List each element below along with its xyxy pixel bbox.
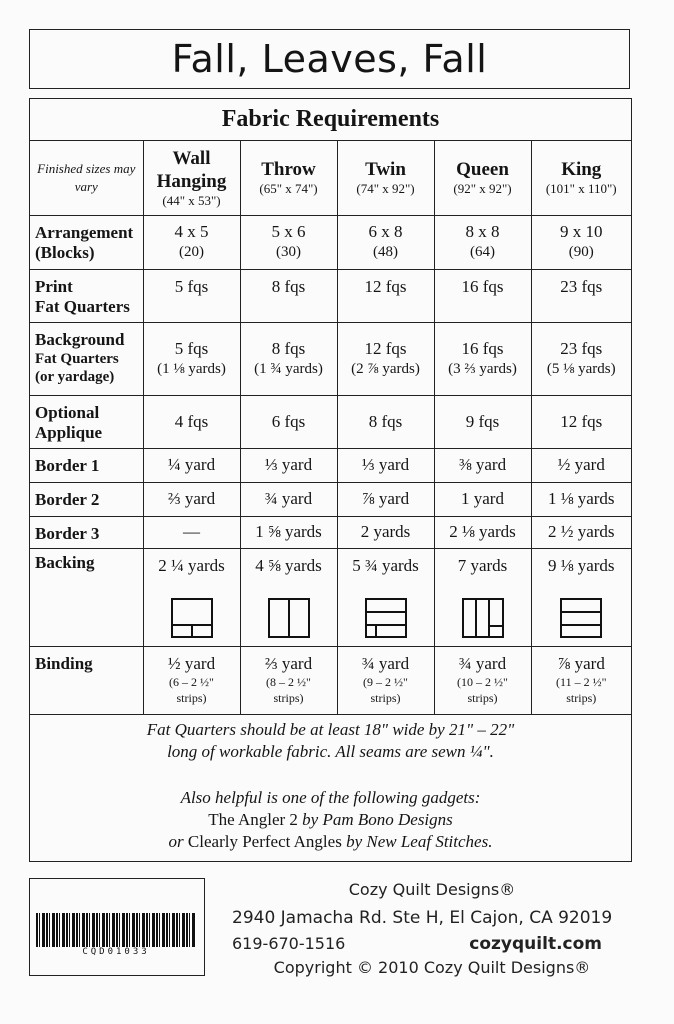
col-dim: (92" x 92") — [453, 181, 512, 197]
col-name: Twin — [365, 159, 406, 181]
row-background — [30, 322, 631, 395]
gadget-1 — [30, 809, 631, 831]
table-heading: Fabric Requirements — [30, 99, 631, 141]
company-name: Cozy Quilt Designs® — [348, 880, 516, 899]
website-link[interactable]: cozyquilt.com — [469, 934, 602, 954]
cell: 12 fqs — [337, 269, 434, 322]
backing-layout-icon — [171, 598, 213, 638]
row-label: Border 2 — [30, 482, 143, 516]
cell-value: ⅞ yard — [557, 654, 605, 673]
cell: 23 fqs — [531, 269, 631, 322]
strip-count: (8 – 2 ½" — [266, 675, 311, 689]
label-line: Print — [35, 276, 73, 296]
header-row — [30, 141, 631, 215]
cell: 2 yards — [337, 516, 434, 548]
col-queen — [434, 141, 531, 215]
col-wall-hanging — [143, 141, 240, 215]
col-dim: (101" x 110") — [545, 181, 617, 197]
cell-sub: (30) — [276, 244, 301, 260]
col-king — [531, 141, 631, 215]
cell — [240, 215, 337, 269]
cell: 1 ⅝ yards — [240, 516, 337, 548]
cell-value: 4 x 5 — [174, 222, 209, 241]
cell-value: 6 x 8 — [368, 222, 403, 241]
row-arrangement — [30, 215, 631, 269]
strip-count: (9 – 2 ½" — [363, 675, 408, 689]
col-name: King — [561, 159, 602, 181]
cell-value: 7 yards — [457, 555, 508, 575]
strip-count: (11 – 2 ½" — [556, 675, 607, 689]
cell-value: 5 ¾ yards — [352, 555, 419, 575]
cell — [143, 548, 240, 646]
label-line: (or yardage) — [35, 368, 115, 385]
backing-layout-icon — [365, 598, 407, 638]
row-border3 — [30, 516, 631, 548]
cell-value: 12 fqs — [364, 338, 407, 358]
cell — [143, 646, 240, 714]
row-print — [30, 269, 631, 322]
cell-sub: (5 ⅛ yards) — [546, 360, 616, 377]
cell-value: ⅔ yard — [264, 654, 313, 673]
cell — [143, 215, 240, 269]
cell: ⅓ yard — [240, 448, 337, 482]
cell: ½ yard — [531, 448, 631, 482]
cell-value: ¾ yard — [458, 654, 507, 673]
phone: 619-670-1516 — [232, 934, 346, 953]
cell: 5 fqs — [143, 269, 240, 322]
col-twin — [337, 141, 434, 215]
cell-sub: (90) — [568, 244, 594, 260]
gadget-2 — [30, 831, 631, 853]
cell-value: 8 fqs — [271, 338, 306, 358]
strip-count: (6 – 2 ½" — [169, 675, 214, 689]
cell — [531, 548, 631, 646]
col-dim: (74" x 92") — [356, 181, 415, 197]
gadget-maker: by New Leaf Stitches. — [341, 832, 493, 851]
cell: 2 ⅛ yards — [434, 516, 531, 548]
cell: — — [143, 516, 240, 548]
cell-value: 4 ⅝ yards — [255, 555, 322, 575]
cell: 8 fqs — [337, 395, 434, 448]
size-note: Finished sizes may vary — [30, 141, 143, 215]
label-line: Fat Quarters — [35, 350, 119, 367]
col-name: Queen — [456, 159, 509, 181]
cell-sub: (48) — [373, 244, 398, 260]
cell — [240, 322, 337, 395]
cell — [337, 646, 434, 714]
gadgets-intro: Also helpful is one of the following gadgets: — [180, 788, 481, 807]
col-throw — [240, 141, 337, 215]
col-dim: (44" x 53") — [162, 192, 221, 208]
cell: 9 fqs — [434, 395, 531, 448]
strip-word: strips) — [370, 691, 401, 705]
address: 2940 Jamacha Rd. Ste H, El Cajon, CA 92019 — [232, 908, 613, 928]
row-label — [30, 322, 143, 395]
cell-value: 23 fqs — [560, 338, 603, 358]
row-border2 — [30, 482, 631, 516]
cell — [337, 548, 434, 646]
col-name: Wall Hanging — [156, 147, 227, 192]
gadget-name: The Angler 2 — [208, 810, 298, 829]
cell: ⅔ yard — [143, 482, 240, 516]
fabric-requirements-panel — [29, 98, 632, 862]
gadget-name: Clearly Perfect Angles — [187, 832, 342, 851]
row-backing — [30, 548, 631, 646]
cell: ⅜ yard — [434, 448, 531, 482]
strip-word: strips) — [566, 691, 597, 705]
label-line: Background — [35, 329, 125, 349]
cell: 1 yard — [434, 482, 531, 516]
row-label: Border 1 — [30, 448, 143, 482]
cell-value: ¾ yard — [361, 654, 410, 673]
label-line: Arrangement — [35, 222, 134, 242]
copyright: Copyright © 2010 Cozy Quilt Designs® — [273, 958, 591, 977]
cell: 4 fqs — [143, 395, 240, 448]
requirements-table — [30, 141, 631, 715]
strip-count: (10 – 2 ½" — [457, 675, 508, 689]
cell — [434, 646, 531, 714]
cell: 6 fqs — [240, 395, 337, 448]
barcode-bars — [36, 913, 196, 947]
cell — [143, 322, 240, 395]
cell — [337, 322, 434, 395]
col-name: Throw — [261, 159, 316, 181]
cell-value: 8 x 8 — [465, 222, 500, 241]
cell — [240, 548, 337, 646]
cell: ⅞ yard — [337, 482, 434, 516]
label-line: (Blocks) — [35, 242, 95, 262]
backing-layout-icon — [268, 598, 310, 638]
footnote-line: long of workable fabric. All seams are sewn ¼". — [167, 742, 494, 761]
strip-word: strips) — [467, 691, 498, 705]
cell — [531, 322, 631, 395]
cell-sub: (64) — [470, 244, 495, 260]
footnote-line: Fat Quarters should be at least 18" wide by 21" – 22" — [146, 720, 515, 739]
label-line: Fat Quarters — [35, 296, 130, 316]
cell-sub: (1 ¾ yards) — [254, 360, 323, 377]
cell-sub: (20) — [179, 244, 204, 260]
cell-value: 9 ⅛ yards — [547, 555, 615, 575]
row-label — [30, 269, 143, 322]
label-line: Optional — [35, 402, 100, 422]
backing-layout-icon — [462, 598, 504, 638]
row-applique — [30, 395, 631, 448]
cell-value: ½ yard — [167, 654, 216, 673]
row-label — [30, 395, 143, 448]
strip-word: strips) — [176, 691, 207, 705]
contact-info — [232, 880, 632, 977]
footnote — [30, 719, 631, 853]
row-label — [30, 215, 143, 269]
gadget-maker: by Pam Bono Designs — [297, 810, 453, 829]
cell — [337, 215, 434, 269]
cell — [434, 215, 531, 269]
cell-sub: (3 ⅔ yards) — [448, 360, 517, 377]
cell — [531, 215, 631, 269]
row-binding — [30, 646, 631, 714]
cell: ¼ yard — [143, 448, 240, 482]
cell — [434, 548, 531, 646]
barcode-box — [29, 878, 205, 976]
row-label: Backing — [30, 548, 143, 646]
col-dim: (65" x 74") — [259, 181, 318, 197]
cell-value: 2 ¼ yards — [158, 555, 225, 575]
cell-value: 16 fqs — [461, 338, 504, 358]
backing-layout-icon — [560, 598, 602, 638]
cell: 1 ⅛ yards — [531, 482, 631, 516]
cell: ⅓ yard — [337, 448, 434, 482]
row-label: Binding — [30, 646, 143, 714]
cell-value: 9 x 10 — [560, 222, 603, 241]
barcode-number: CQD01033 — [82, 947, 150, 957]
phone-web-row — [232, 934, 632, 954]
label-line: Applique — [35, 422, 103, 442]
cell: 12 fqs — [531, 395, 631, 448]
pattern-title: Fall, Leaves, Fall — [29, 29, 630, 89]
cell: 2 ½ yards — [531, 516, 631, 548]
cell-value: 5 fqs — [174, 338, 209, 358]
cell — [531, 646, 631, 714]
cell: ¾ yard — [240, 482, 337, 516]
gadget-or: or — [168, 832, 188, 851]
cell: 16 fqs — [434, 269, 531, 322]
cell-sub: (1 ⅛ yards) — [157, 360, 226, 377]
cell-value: 5 x 6 — [271, 222, 306, 241]
cell — [240, 646, 337, 714]
cell-sub: (2 ⅞ yards) — [351, 360, 420, 377]
row-label: Border 3 — [30, 516, 143, 548]
cell — [434, 322, 531, 395]
cell: 8 fqs — [240, 269, 337, 322]
strip-word: strips) — [273, 691, 304, 705]
row-border1 — [30, 448, 631, 482]
